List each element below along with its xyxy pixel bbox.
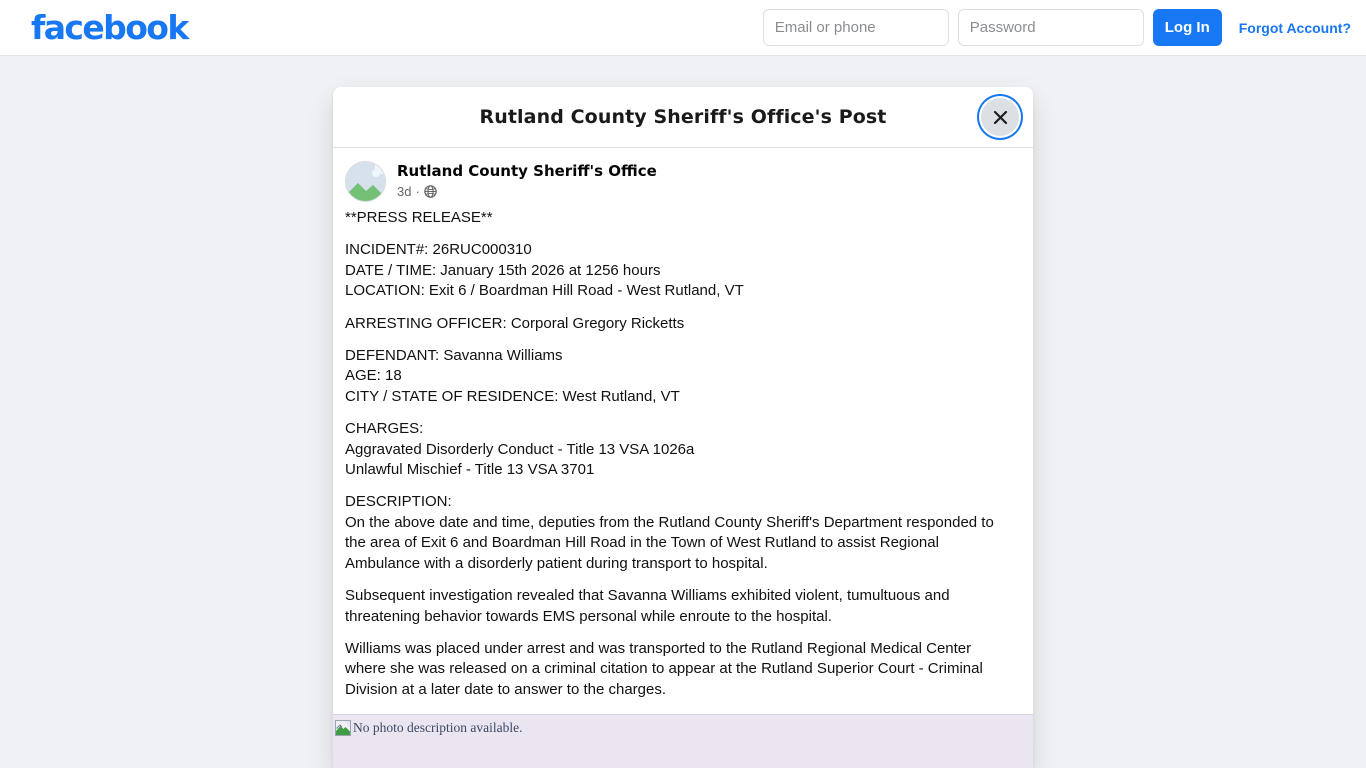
forgot-account-link[interactable]: Forgot Account? bbox=[1238, 19, 1351, 36]
author-name[interactable]: Rutland County Sheriff's Office bbox=[397, 162, 657, 180]
post-paragraph: ARRESTING OFFICER: Corporal Gregory Ricketts bbox=[345, 314, 685, 332]
meta-separator: · bbox=[415, 184, 420, 199]
post-scroll-region[interactable] bbox=[333, 148, 1033, 768]
globe-icon[interactable] bbox=[424, 185, 437, 198]
photo-alt-text: No photo description available. bbox=[353, 720, 523, 736]
post-paragraph: Williams was placed under arrest and was transported to the Rutland Regional Medical Center where she was released on a criminal citation to appear at the Rutland Superior Court - Criminal Division at a later date to answer to the charges. bbox=[345, 639, 983, 698]
post-dialog bbox=[333, 87, 1033, 768]
post-paragraph: DESCRIPTION: On the above date and time, deputies from the Rutland County Sheriff's Department responded to the area of Exit 6 and Boardman Hill Road in the Town of West Rutland to assist Regional Ambulance with a disorderly patient during transport to hospital. bbox=[345, 493, 994, 572]
close-icon bbox=[992, 109, 1009, 126]
post-paragraph: **PRESS RELEASE** bbox=[345, 209, 493, 226]
dialog-header bbox=[333, 87, 1033, 148]
post-photo-placeholder[interactable] bbox=[333, 714, 1033, 768]
post-paragraph: INCIDENT#: 26RUC000310 DATE / TIME: January 15th 2026 at 1256 hours LOCATION: Exit 6 / Boardman Hill Road - West Rutland, VT bbox=[345, 241, 744, 300]
author-meta bbox=[386, 161, 657, 200]
post-meta-row bbox=[397, 183, 657, 200]
avatar[interactable] bbox=[345, 161, 386, 202]
close-button[interactable] bbox=[981, 98, 1019, 136]
post-body bbox=[333, 202, 1033, 700]
log-in-button[interactable]: Log In bbox=[1153, 9, 1222, 46]
post-author-row bbox=[333, 148, 1033, 202]
facebook-logo[interactable]: facebook bbox=[31, 8, 188, 47]
photo-alt-row bbox=[335, 718, 1033, 740]
login-form bbox=[763, 9, 1357, 46]
broken-image-icon bbox=[335, 720, 351, 740]
email-field[interactable] bbox=[763, 9, 949, 46]
post-timestamp[interactable]: 3d bbox=[397, 184, 412, 199]
post-paragraph: CHARGES: Aggravated Disorderly Conduct - Title 13 VSA 1026a Unlawful Mischief - Title 13 VSA 3701 bbox=[345, 420, 695, 479]
password-field[interactable] bbox=[958, 9, 1144, 46]
post-paragraph: DEFENDANT: Savanna Williams AGE: 18 CITY / STATE OF RESIDENCE: West Rutland, VT bbox=[345, 347, 680, 405]
facebook-header bbox=[0, 0, 1366, 56]
post-paragraph: Subsequent investigation revealed that Savanna Williams exhibited violent, tumultuous and threatening behavior towards EMS personal while enroute to the hospital. bbox=[345, 587, 950, 625]
dialog-title: Rutland County Sheriff's Office's Post bbox=[479, 106, 887, 128]
